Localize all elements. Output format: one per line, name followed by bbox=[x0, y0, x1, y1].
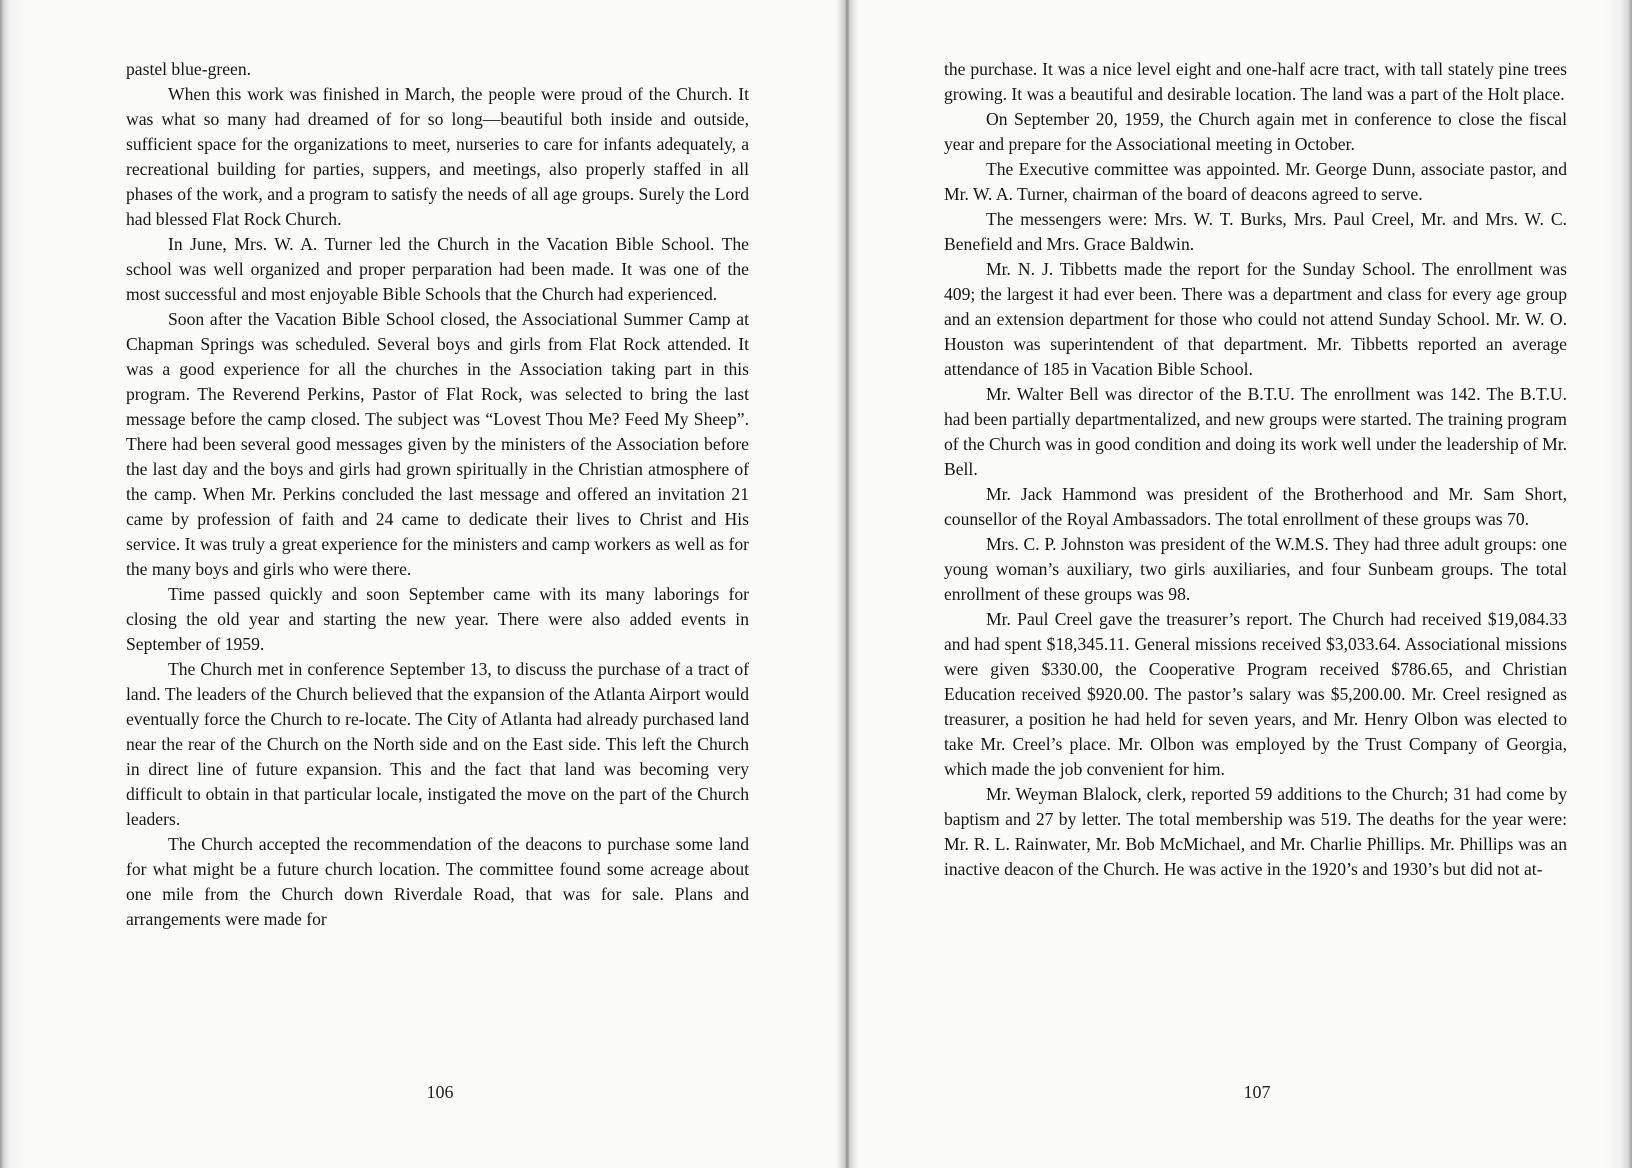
right-paragraph-5: Mr. N. J. Tibbetts made the report for the Sunday School. The enrollment was 409; the largest it had ever been. There was a department and class for every age group and an extension department for those who could not attend Sunday School. Mr. W. O. Houston was superintendent of that department. Mr. Tibbetts reported an average attendance of 185 in Vacation Bible School. bbox=[944, 259, 1567, 379]
left-paragraph-4: Soon after the Vacation Bible School closed, the Associational Summer Camp at Chapman Springs was scheduled. Several boys and girls from Flat Rock attended. It was a good experience for all the churches in the Association taking part in this program. The Reverend Perkins, Pastor of Flat Rock, was selected to bring the last message before the camp closed. The subject was “Lovest Thou Me? Feed My Sheep”. There had been several good messages given by the ministers of the Association before the last day and the boys and girls had grown spiritually in the Christian atmosphere of the camp. When Mr. Perkins concluded the last message and offered an invitation 21 came by profession of faith and 24 came to dedicate their lives to Christ and His service. It was truly a great experience for the ministers and camp workers as well as for the many boys and girls who were there. bbox=[126, 309, 749, 579]
left-paragraph-7: The Church accepted the recommendation of the deacons to purchase some land for what might be a future church location. The committee found some acreage about one mile from the Church down Riverdale Road, that was for sale. Plans and arrangements were made for bbox=[126, 834, 749, 929]
left-page-text bbox=[126, 57, 749, 932]
right-paragraph-4: The messengers were: Mrs. W. T. Burks, Mrs. Paul Creel, Mr. and Mrs. W. C. Benefield and Mrs. Grace Baldwin. bbox=[944, 209, 1567, 254]
right-paragraph-10: Mr. Weyman Blalock, clerk, reported 59 additions to the Church; 31 had come by baptism and 27 by letter. The total membership was 519. The deaths for the year were: Mr. R. L. Rainwater, Mr. Bob McMichael, and Mr. Charlie Phillips. Mr. Phillips was an inactive deacon of the Church. He was active in the 1920’s and 1930’s but did not at- bbox=[944, 784, 1567, 879]
right-paragraph-2: On September 20, 1959, the Church again met in conference to close the fiscal year and prepare for the Associational meeting in October. bbox=[944, 109, 1567, 154]
left-paragraph-5: Time passed quickly and soon September came with its many laborings for closing the old year and starting the new year. There were also added events in September of 1959. bbox=[126, 584, 749, 654]
left-paragraph-2: When this work was finished in March, the people were proud of the Church. It was what so many had dreamed of for so long—beautiful both inside and outside, sufficient space for the organizations to meet, nurseries to care for infants adequately, a recreational building for parties, suppers, and meetings, also properly staffed in all phases of the work, and a program to satisfy the needs of all age groups. Surely the Lord had blessed Flat Rock Church. bbox=[126, 84, 749, 229]
left-paragraph-6: The Church met in conference September 13, to discuss the purchase of a tract of land. The leaders of the Church believed that the expansion of the Atlanta Airport would eventually force the Church to re-locate. The City of Atlanta had already purchased land near the rear of the Church on the North side and on the East side. This left the Church in direct line of future expansion. This and the fact that land was becoming very difficult to obtain in that particular locale, instigated the move on the part of the Church leaders. bbox=[126, 659, 749, 829]
right-paragraph-7: Mr. Jack Hammond was president of the Brotherhood and Mr. Sam Short, counsellor of the Royal Ambassadors. The total enrollment of these groups was 70. bbox=[944, 484, 1567, 529]
right-page-text bbox=[944, 57, 1567, 882]
right-page-number: 107 bbox=[1243, 1082, 1271, 1102]
book-gutter bbox=[836, 0, 858, 1168]
right-paragraph-9: Mr. Paul Creel gave the treasurer’s report. The Church had received $19,084.33 and had spent $18,345.11. General missions received $3,033.64. Associational missions were given $330.00, the Cooperative Program received $786.65, and Christian Education received $920.00. The pastor’s salary was $5,200.00. Mr. Creel resigned as treasurer, a position he had held for seven years, and Mr. Henry Olbon was elected to take Mr. Creel’s place. Mr. Olbon was employed by the Trust Company of Georgia, which made the job convenient for him. bbox=[944, 609, 1567, 779]
right-page-edge bbox=[1604, 0, 1632, 1168]
left-page-number: 106 bbox=[426, 1082, 454, 1102]
left-page-edge bbox=[0, 0, 26, 1168]
right-paragraph-8: Mrs. C. P. Johnston was president of the W.M.S. They had three adult groups: one young woman’s auxiliary, two girls auxiliaries, and four Sunbeam groups. The total enrollment of these groups was 98. bbox=[944, 534, 1567, 604]
left-paragraph-3: In June, Mrs. W. A. Turner led the Church in the Vacation Bible School. The school was well organized and proper perparation had been made. It was one of the most successful and most enjoyable Bible Schools that the Church had experienced. bbox=[126, 234, 749, 304]
right-paragraph-3: The Executive committee was appointed. Mr. George Dunn, associate pastor, and Mr. W. A. Turner, chairman of the board of deacons agreed to serve. bbox=[944, 159, 1567, 204]
left-paragraph-1: pastel blue-green. bbox=[126, 59, 252, 79]
right-paragraph-6: Mr. Walter Bell was director of the B.T.U. The enrollment was 142. The B.T.U. had been partially departmentalized, and new groups were started. The training program of the Church was in good condition and doing its work well under the leadership of Mr. Bell. bbox=[944, 384, 1567, 479]
right-paragraph-1: the purchase. It was a nice level eight and one-half acre tract, with tall stately pine trees growing. It was a beautiful and desirable location. The land was a part of the Holt place. bbox=[944, 59, 1567, 104]
